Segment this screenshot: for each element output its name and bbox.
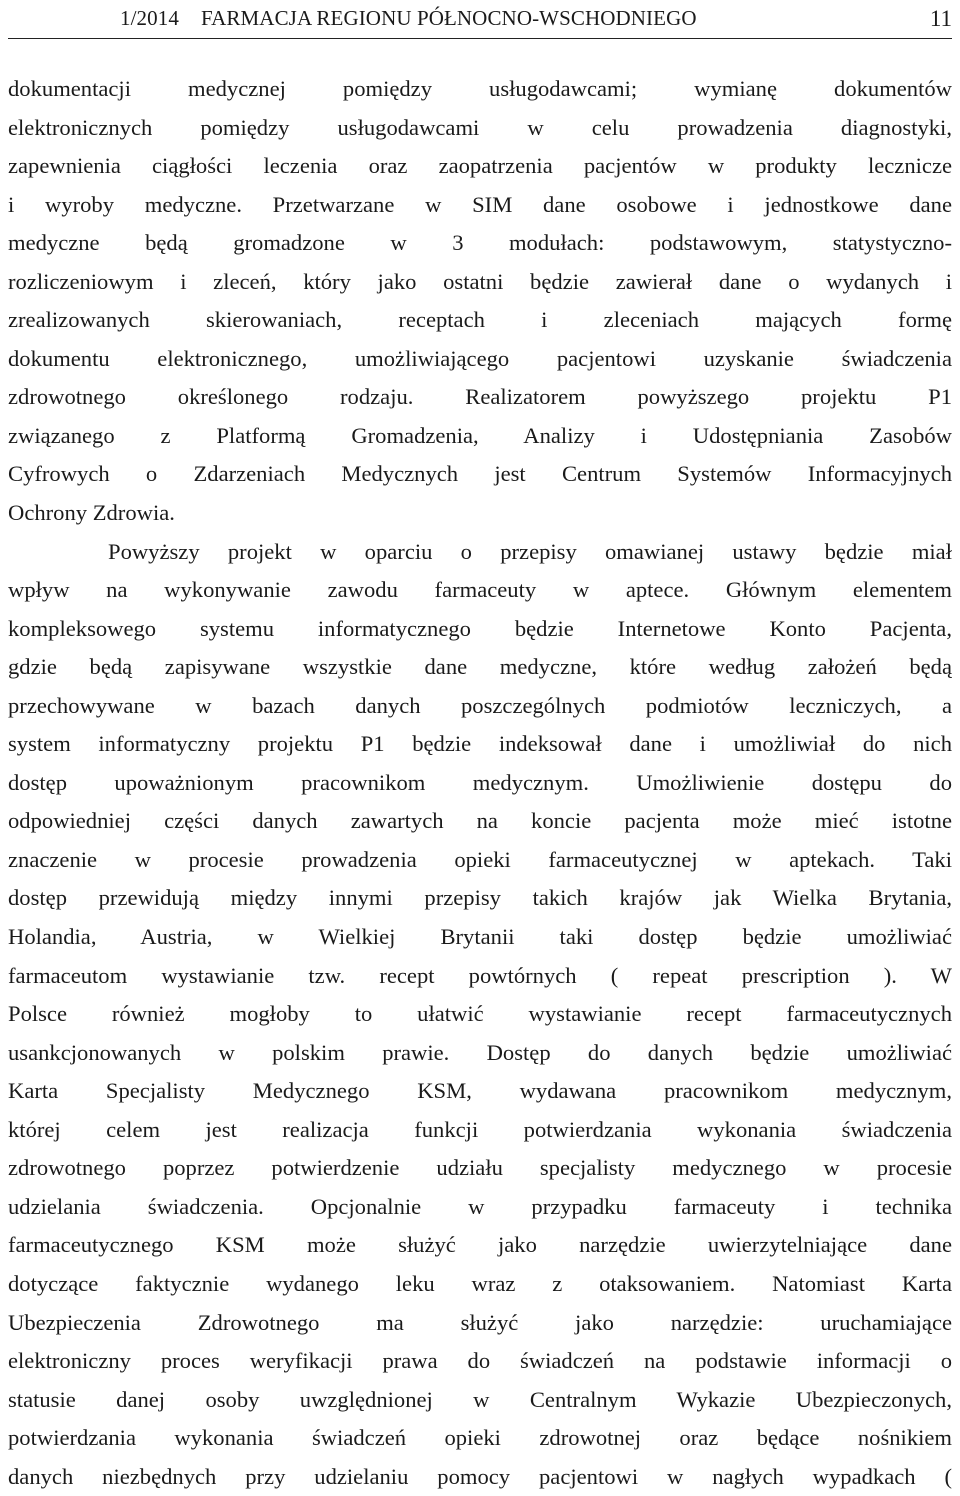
text-line: której celem jest realizacja funkcji potwierdzania wykonania świadczenia xyxy=(8,1116,952,1142)
text-line: dokumentu elektronicznego, umożliwiającego pacjentowi uzyskanie świadczenia xyxy=(8,345,952,371)
text-line: Karta Specjalisty Medycznego KSM, wydawana pracownikom medycznym, xyxy=(8,1078,952,1104)
text-line: znaczenie w procesie prowadzenia opieki farmaceutycznej w aptekach. Taki xyxy=(8,846,952,872)
header-title-group xyxy=(120,6,697,31)
text-line: Ubezpieczenia Zdrowotnego ma służyć jako narzędzie: uruchamiające xyxy=(8,1309,952,1335)
article-body xyxy=(8,70,952,1496)
text-line: dostęp przewidują między innymi przepisy takich krajów jak Wielka Brytania, xyxy=(8,885,952,911)
text-line: statusie danej osoby uwzględnionej w Centralnym Wykazie Ubezpieczonych, xyxy=(8,1386,952,1412)
text-line: udzielania świadczenia. Opcjonalnie w przypadku farmaceuty i technika xyxy=(8,1193,952,1219)
text-line: usankcjonowanych w polskim prawie. Dostęp do danych będzie umożliwiać xyxy=(8,1039,952,1065)
text-line: elektroniczny proces weryfikacji prawa do świadczeń na podstawie informacji o xyxy=(8,1348,952,1374)
text-line: danych niezbędnych przy udzielaniu pomocy pacjentowi w nagłych wypadkach ( xyxy=(8,1463,952,1489)
paragraph-start-line: Powyższy projekt w oparciu o przepisy omawianej ustawy będzie miał xyxy=(108,538,952,564)
text-line: i wyroby medyczne. Przetwarzane w SIM dane osobowe i jednostkowe dane xyxy=(8,191,952,217)
text-line: kompleksowego systemu informatycznego będzie Internetowe Konto Pacjenta, xyxy=(8,615,952,641)
text-line: zapewnienia ciągłości leczenia oraz zaopatrzenia pacjentów w produkty lecznicze xyxy=(8,153,952,179)
text-line: dotyczące faktycznie wydanego leku wraz z otaksowaniem. Natomiast Karta xyxy=(8,1270,952,1296)
text-line: wpływ na wykonywanie zawodu farmaceuty w aptece. Głównym elementem xyxy=(8,577,952,603)
text-line: elektronicznych pomiędzy usługodawcami w celu prowadzenia diagnostyki, xyxy=(8,114,952,140)
text-line: medyczne będą gromadzone w 3 modułach: podstawowym, statystyczno- xyxy=(8,230,952,256)
text-line: farmaceutycznego KSM może służyć jako narzędzie uwierzytelniające dane xyxy=(8,1232,952,1258)
text-line: system informatyczny projektu P1 będzie indeksował dane i umożliwiał do nich xyxy=(8,731,952,757)
text-line: Cyfrowych o Zdarzeniach Medycznych jest Centrum Systemów Informacyjnych xyxy=(8,461,952,487)
journal-title: FARMACJA REGIONU PÓŁNOCNO-WSCHODNIEGO xyxy=(200,6,697,30)
text-line: zdrowotnego określonego rodzaju. Realizatorem powyższego projektu P1 xyxy=(8,384,952,410)
text-line: przechowywane w bazach danych poszczególnych podmiotów leczniczych, a xyxy=(8,692,952,718)
text-line: odpowiedniej części danych zawartych na koncie pacjenta może mieć istotne xyxy=(8,808,952,834)
text-line: Holandia, Austria, w Wielkiej Brytanii taki dostęp będzie umożliwiać xyxy=(8,924,952,950)
text-line: Polsce również mogłoby to ułatwić wystawianie recept farmaceutycznych xyxy=(8,1001,952,1027)
page-number: 11 xyxy=(929,6,952,31)
text-line: farmaceutom wystawianie tzw. recept powtórnych ( repeat prescription ). W xyxy=(8,962,952,988)
text-line: dokumentacji medycznej pomiędzy usługodawcami; wymianę dokumentów xyxy=(8,76,952,101)
running-header xyxy=(8,0,952,39)
text-line: rozliczeniowym i zleceń, który jako ostatni będzie zawierał dane o wydanych i xyxy=(8,268,952,294)
text-line: zdrowotnego poprzez potwierdzenie udziału specjalisty medycznego w procesie xyxy=(8,1155,952,1181)
text-line: związanego z Platformą Gromadzenia, Analizy i Udostępniania Zasobów xyxy=(8,422,952,448)
issue-number: 1/2014 xyxy=(120,6,179,30)
text-line: dostęp upoważnionym pracownikom medycznym. Umożliwienie dostępu do xyxy=(8,769,952,795)
text-line: potwierdzania wykonania świadczeń opieki zdrowotnej oraz będące nośnikiem xyxy=(8,1425,952,1451)
text-line: gdzie będą zapisywane wszystkie dane medyczne, które według założeń będą xyxy=(8,654,952,680)
text-line: zrealizowanych skierowaniach, receptach i zleceniach mających formę xyxy=(8,307,952,333)
paragraph-end-line: Ochrony Zdrowia. xyxy=(8,500,175,526)
